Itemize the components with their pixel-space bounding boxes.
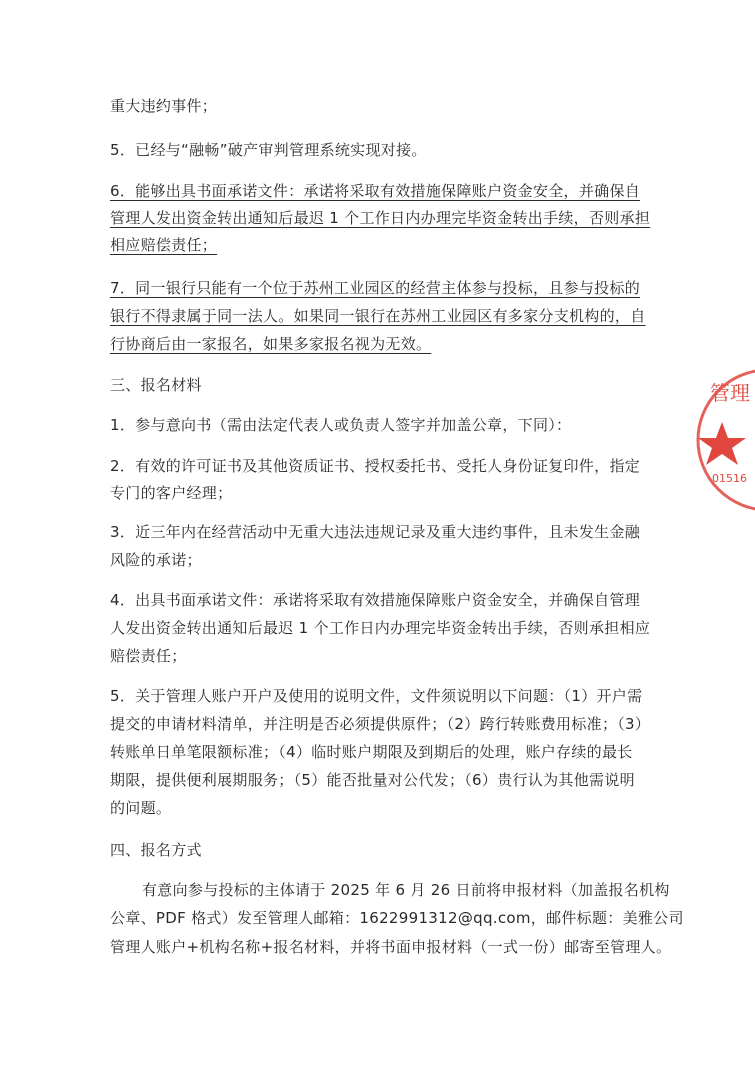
text-line: 管理人账户+机构名称+报名材料，并将书面申报材料（一式一份）邮寄至管理人。 xyxy=(110,938,672,956)
text-line: 5．已经与“融畅”破产审判管理系统实现对接。 xyxy=(110,141,427,159)
text-line: 管理人发出资金转出通知后最迟 1 个工作日内办理完毕资金转出手续，否则承担 xyxy=(110,209,651,227)
text-line: 银行不得隶属于同一法人。如果同一银行在苏州工业园区有多家分支机构的，自 xyxy=(110,307,646,325)
text-line: 有意向参与投标的主体请于 2025 年 6 月 26 日前将申报材料（加盖报名机构 xyxy=(142,881,670,899)
text-line: 重大违约事件； xyxy=(110,97,218,115)
text-line: 相应赔偿责任； xyxy=(110,236,218,254)
text-line: 风险的承诺； xyxy=(110,551,202,569)
seal-top-text: 管理 xyxy=(710,381,750,405)
text-line: 1．参与意向书（需由法定代表人或负责人签字并加盖公章，下同）： xyxy=(110,416,572,434)
text-line: 公章、PDF 格式）发至管理人邮箱：1622991312@qq.com，邮件标题：美雅公司 xyxy=(110,909,684,927)
text-line: 3．近三年内在经营活动中无重大违法违规记录及重大违约事件，且未发生金融 xyxy=(110,523,641,541)
text-line: 转账单日单笔限额标准；（4）临时账户期限及到期后的处理，账户存续的最长 xyxy=(110,743,633,761)
text-line: 7．同一银行只能有一个位于苏州工业园区的经营主体参与投标，且参与投标的 xyxy=(110,279,641,297)
text-line: 专门的客户经理； xyxy=(110,484,233,502)
text-line: 2．有效的许可证书及其他资质证书、授权委托书、受托人身份证复印件，指定 xyxy=(110,457,641,475)
text-line: 赔偿责任； xyxy=(110,647,187,665)
seal-bottom-text: 01516 xyxy=(712,472,747,485)
text-line: 行协商后由一家报名，如果多家报名视为无效。 xyxy=(110,335,432,353)
text-line: 期限，提供便利展期服务；（5）能否批量对公代发；（6）贵行认为其他需说明 xyxy=(110,771,635,789)
section-heading: 四、报名方式 xyxy=(110,841,202,859)
text-line: 提交的申请材料清单，并注明是否必须提供原件；（2）跨行转账费用标准；（3） xyxy=(110,715,651,733)
seal-star-icon xyxy=(698,422,746,465)
text-line: 的问题。 xyxy=(110,799,172,817)
official-seal xyxy=(690,360,755,520)
text-line: 6．能够出具书面承诺文件：承诺将采取有效措施保障账户资金安全，并确保自 xyxy=(110,182,641,200)
text-line: 4．出具书面承诺文件：承诺将采取有效措施保障账户资金安全，并确保自管理 xyxy=(110,591,641,609)
text-line: 5．关于管理人账户开户及使用的说明文件，文件须说明以下问题：（1）开户需 xyxy=(110,687,643,705)
section-heading: 三、报名材料 xyxy=(110,376,202,394)
text-line: 人发出资金转出通知后最迟 1 个工作日内办理完毕资金转出手续，否则承担相应 xyxy=(110,619,651,637)
